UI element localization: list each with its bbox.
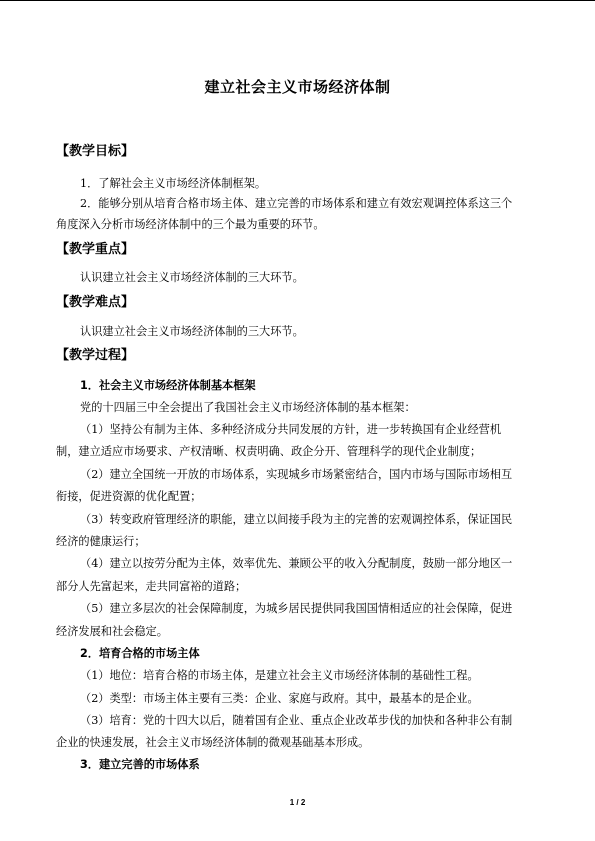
process-line: 经济发展和社会稳定。 [56, 625, 168, 638]
process-subheading-3: 3．建立完善的市场体系 [80, 758, 200, 771]
heading-teaching-goals: 【教学目标】 [56, 144, 135, 159]
goal-line-1: 1．了解社会主义市场经济体制框架。 [80, 177, 267, 190]
process-line: （4）建立以按劳分配为主体，效率优先、兼顾公平的收入分配制度，鼓励一部分地区一 [80, 557, 513, 570]
process-line: 衔接，促进资源的优化配置； [56, 490, 202, 503]
process-line: （1）地位：培育合格的市场主体，是建立社会主义市场经济体制的基础性工程。 [80, 669, 479, 682]
process-line: 党的十四届三中全会提出了我国社会主义市场经济体制的基本框架： [80, 401, 416, 414]
process-subheading-1: 1．社会主义市场经济体制基本框架 [80, 379, 256, 392]
process-line: （5）建立多层次的社会保障制度，为城乡居民提供同我国国情相适应的社会保障，促进 [80, 602, 513, 615]
process-line: 经济的健康运行； [56, 535, 146, 548]
process-line: 制，建立适应市场要求、产权清晰、权责明确、政企分开、管理科学的现代企业制度； [56, 445, 482, 458]
process-line: （3）培育：党的十四大以后，随着国有企业、重点企业改革步伐的加快和各种非公有制 [80, 714, 513, 727]
process-line: 部分人先富起来，走共同富裕的道路； [56, 580, 247, 593]
heading-difficulties: 【教学难点】 [56, 295, 135, 310]
goal-line-2: 2．能够分别从培育合格市场主体、建立完善的市场体系和建立有效宏观调控体系这三个 [80, 197, 513, 210]
process-line: （1）坚持公有制为主体、多种经济成分共同发展的方针，进一步转换国有企业经营机 [80, 423, 502, 436]
top-border-rule [0, 0, 595, 1]
process-subheading-2: 2．培育合格的市场主体 [80, 647, 200, 660]
heading-teaching-process: 【教学过程】 [56, 348, 135, 363]
goal-line-3: 角度深入分析市场经济体制中的三个最为重要的环节。 [56, 218, 325, 231]
heading-key-points: 【教学重点】 [56, 242, 135, 257]
document-title: 建立社会主义市场经济体制 [204, 78, 391, 96]
process-line: （2）建立全国统一开放的市场体系，实现城乡市场紧密结合，国内市场与国际市场相互 [80, 468, 513, 481]
page-number: 1 / 2 [289, 798, 306, 807]
process-line: （2）类型：市场主体主要有三类：企业、家庭与政府。其中，最基本的是企业。 [80, 692, 479, 705]
process-line: 企业的快速发展，社会主义市场经济体制的微观基础基本形成。 [56, 736, 370, 749]
process-line: （3）转变政府管理经济的职能，建立以间接手段为主的完善的宏观调控体系，保证国民 [80, 513, 513, 526]
difficulty-line-1: 认识建立社会主义市场经济体制的三大环节。 [80, 325, 304, 338]
key-point-line-1: 认识建立社会主义市场经济体制的三大环节。 [80, 271, 304, 284]
